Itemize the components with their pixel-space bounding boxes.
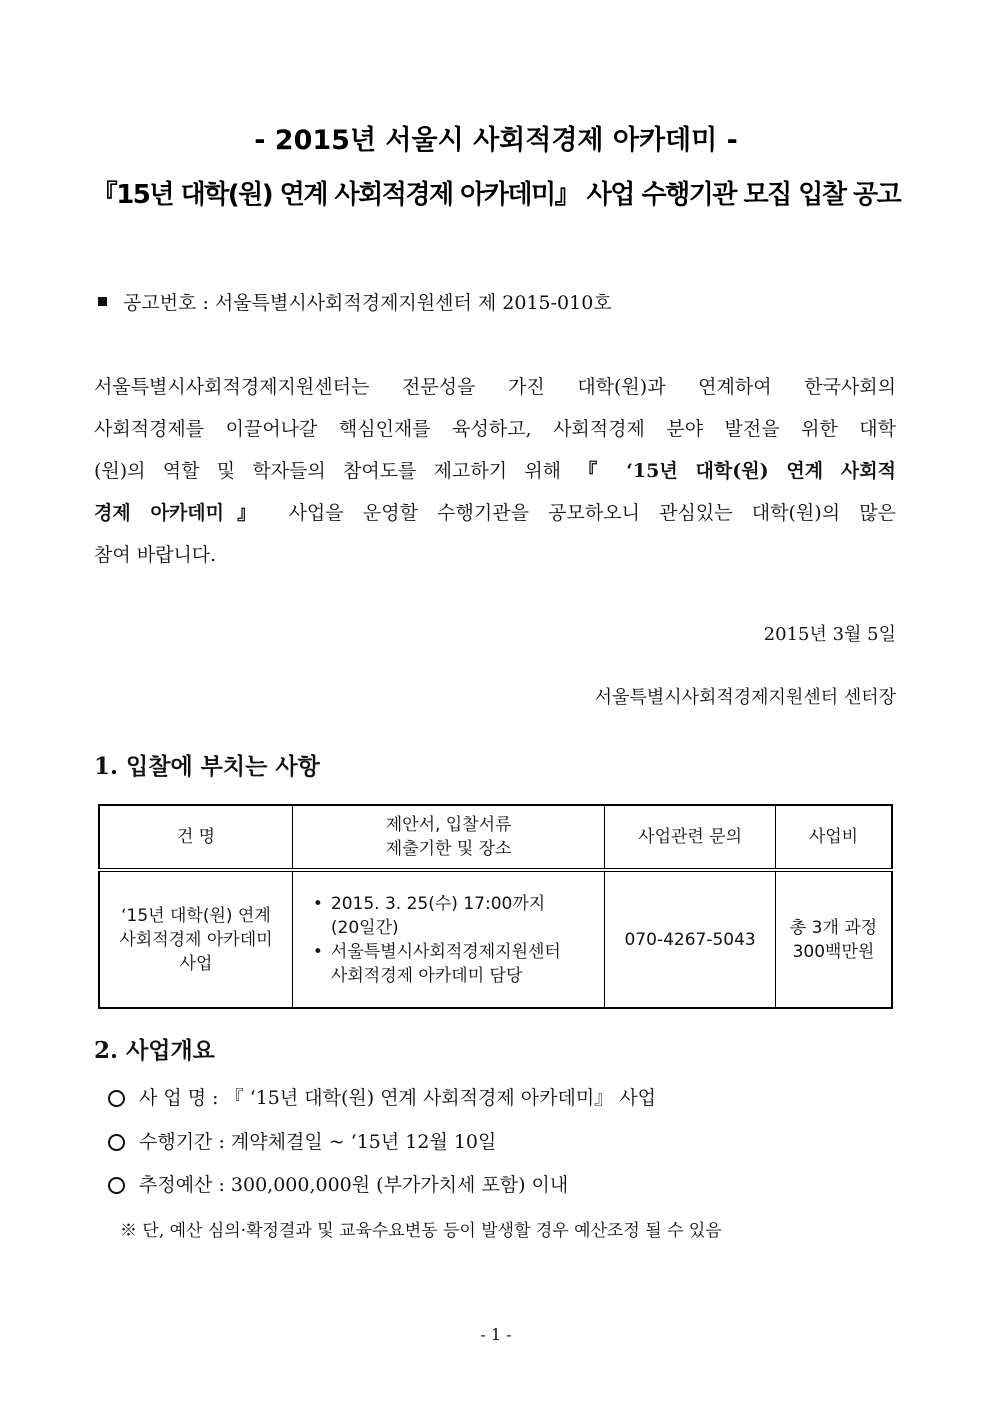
table-header-row <box>99 805 892 870</box>
cell-text: 300백만원 <box>792 941 875 962</box>
cell-text: 사업 <box>179 953 213 974</box>
document-title-line2: 『15년 대학(원) 연계 사회적경제 아카데미』 사업 수행기관 모집 입찰 공고 <box>91 180 901 210</box>
cell-text: 사회적경제 아카데미 <box>119 929 273 950</box>
header-name: 건 명 <box>99 805 292 870</box>
cell-project-name <box>99 870 292 1008</box>
notice-number <box>98 288 612 315</box>
announcement-date: 2015년 3월 5일 <box>763 624 896 645</box>
circle-bullet-icon <box>108 1090 125 1107</box>
intro-line: 서울특별시사회적경제지원센터는 전문성을 가진 대학(원)과 연계하여 한국사회의 <box>94 376 896 398</box>
section1-heading: 1. 입찰에 부치는 사항 <box>94 753 320 780</box>
intro-line <box>94 450 896 492</box>
overview-item-text: 사 업 명 : 『 ‘15년 대학(원) 연계 사회적경제 아카데미』 사업 <box>139 1087 656 1109</box>
intro-text: 사업을 운영할 수행기관을 공모하오니 관심있는 대학(원)의 많은 <box>288 502 896 524</box>
header-cost: 사업비 <box>775 805 892 870</box>
cell-text: 총 3개 과정 <box>789 917 878 938</box>
overview-item <box>108 1170 568 1197</box>
intro-line <box>94 492 896 534</box>
header-contact: 사업관련 문의 <box>605 805 776 870</box>
cell-contact: 070-4267-5043 <box>605 870 776 1008</box>
intro-line: 참여 바랍니다. <box>94 544 217 566</box>
circle-bullet-icon <box>108 1134 125 1151</box>
section2-heading: 2. 사업개요 <box>94 1037 215 1064</box>
place-bullet <box>297 940 600 988</box>
bid-info-table <box>98 804 893 1009</box>
circle-bullet-icon <box>108 1177 125 1194</box>
cell-cost <box>775 870 892 1008</box>
place-text: 서울특별시사회적경제지원센터 <box>330 941 561 962</box>
table-row <box>99 870 892 1008</box>
budget-note: ※ 단, 예산 심의·확정결과 및 교육수요변동 등이 발생할 경우 예산조정 될 수 있음 <box>120 1221 722 1241</box>
notice-number-text: 공고번호 : 서울특별시사회적경제지원센터 제 2015-010호 <box>123 292 612 314</box>
document-title-line1: - 2015년 서울시 사회적경제 아카데미 - <box>254 125 738 156</box>
intro-text: (원)의 역할 및 학자들의 참여도를 제고하기 위해 <box>94 460 579 482</box>
project-name-bold: 『 ‘15년 대학(원) 연계 사회적 <box>578 460 896 482</box>
square-bullet-icon <box>98 297 107 306</box>
overview-item <box>108 1083 656 1110</box>
project-name-bold: 경제 아카데미』 <box>94 502 270 524</box>
deadline-duration: (20일간) <box>330 917 399 938</box>
header-deadline-line2: 제출기한 및 장소 <box>385 839 512 859</box>
cell-text: ‘15년 대학(원) 연계 <box>121 905 271 926</box>
intro-paragraph <box>94 366 896 576</box>
page-number: - 1 - <box>480 1325 512 1344</box>
overview-item <box>108 1127 496 1154</box>
place-dept: 사회적경제 아카데미 담당 <box>330 965 523 986</box>
overview-item-text: 수행기간 : 계약체결일 ~ ‘15년 12월 10일 <box>139 1131 497 1153</box>
header-deadline <box>292 805 604 870</box>
cell-deadline-place <box>292 870 604 1008</box>
header-deadline-line1: 제안서, 입찰서류 <box>385 815 512 835</box>
deadline-text: 2015. 3. 25(수) 17:00까지 <box>330 893 546 914</box>
overview-item-text: 추정예산 : 300,000,000원 (부가가치세 포함) 이내 <box>139 1174 569 1196</box>
deadline-bullet <box>297 892 600 940</box>
intro-line: 사회적경제를 이끌어나갈 핵심인재를 육성하고, 사회적경제 분야 발전을 위한 대학 <box>94 418 896 440</box>
issuer-signature: 서울특별시사회적경제지원센터 센터장 <box>594 687 896 708</box>
